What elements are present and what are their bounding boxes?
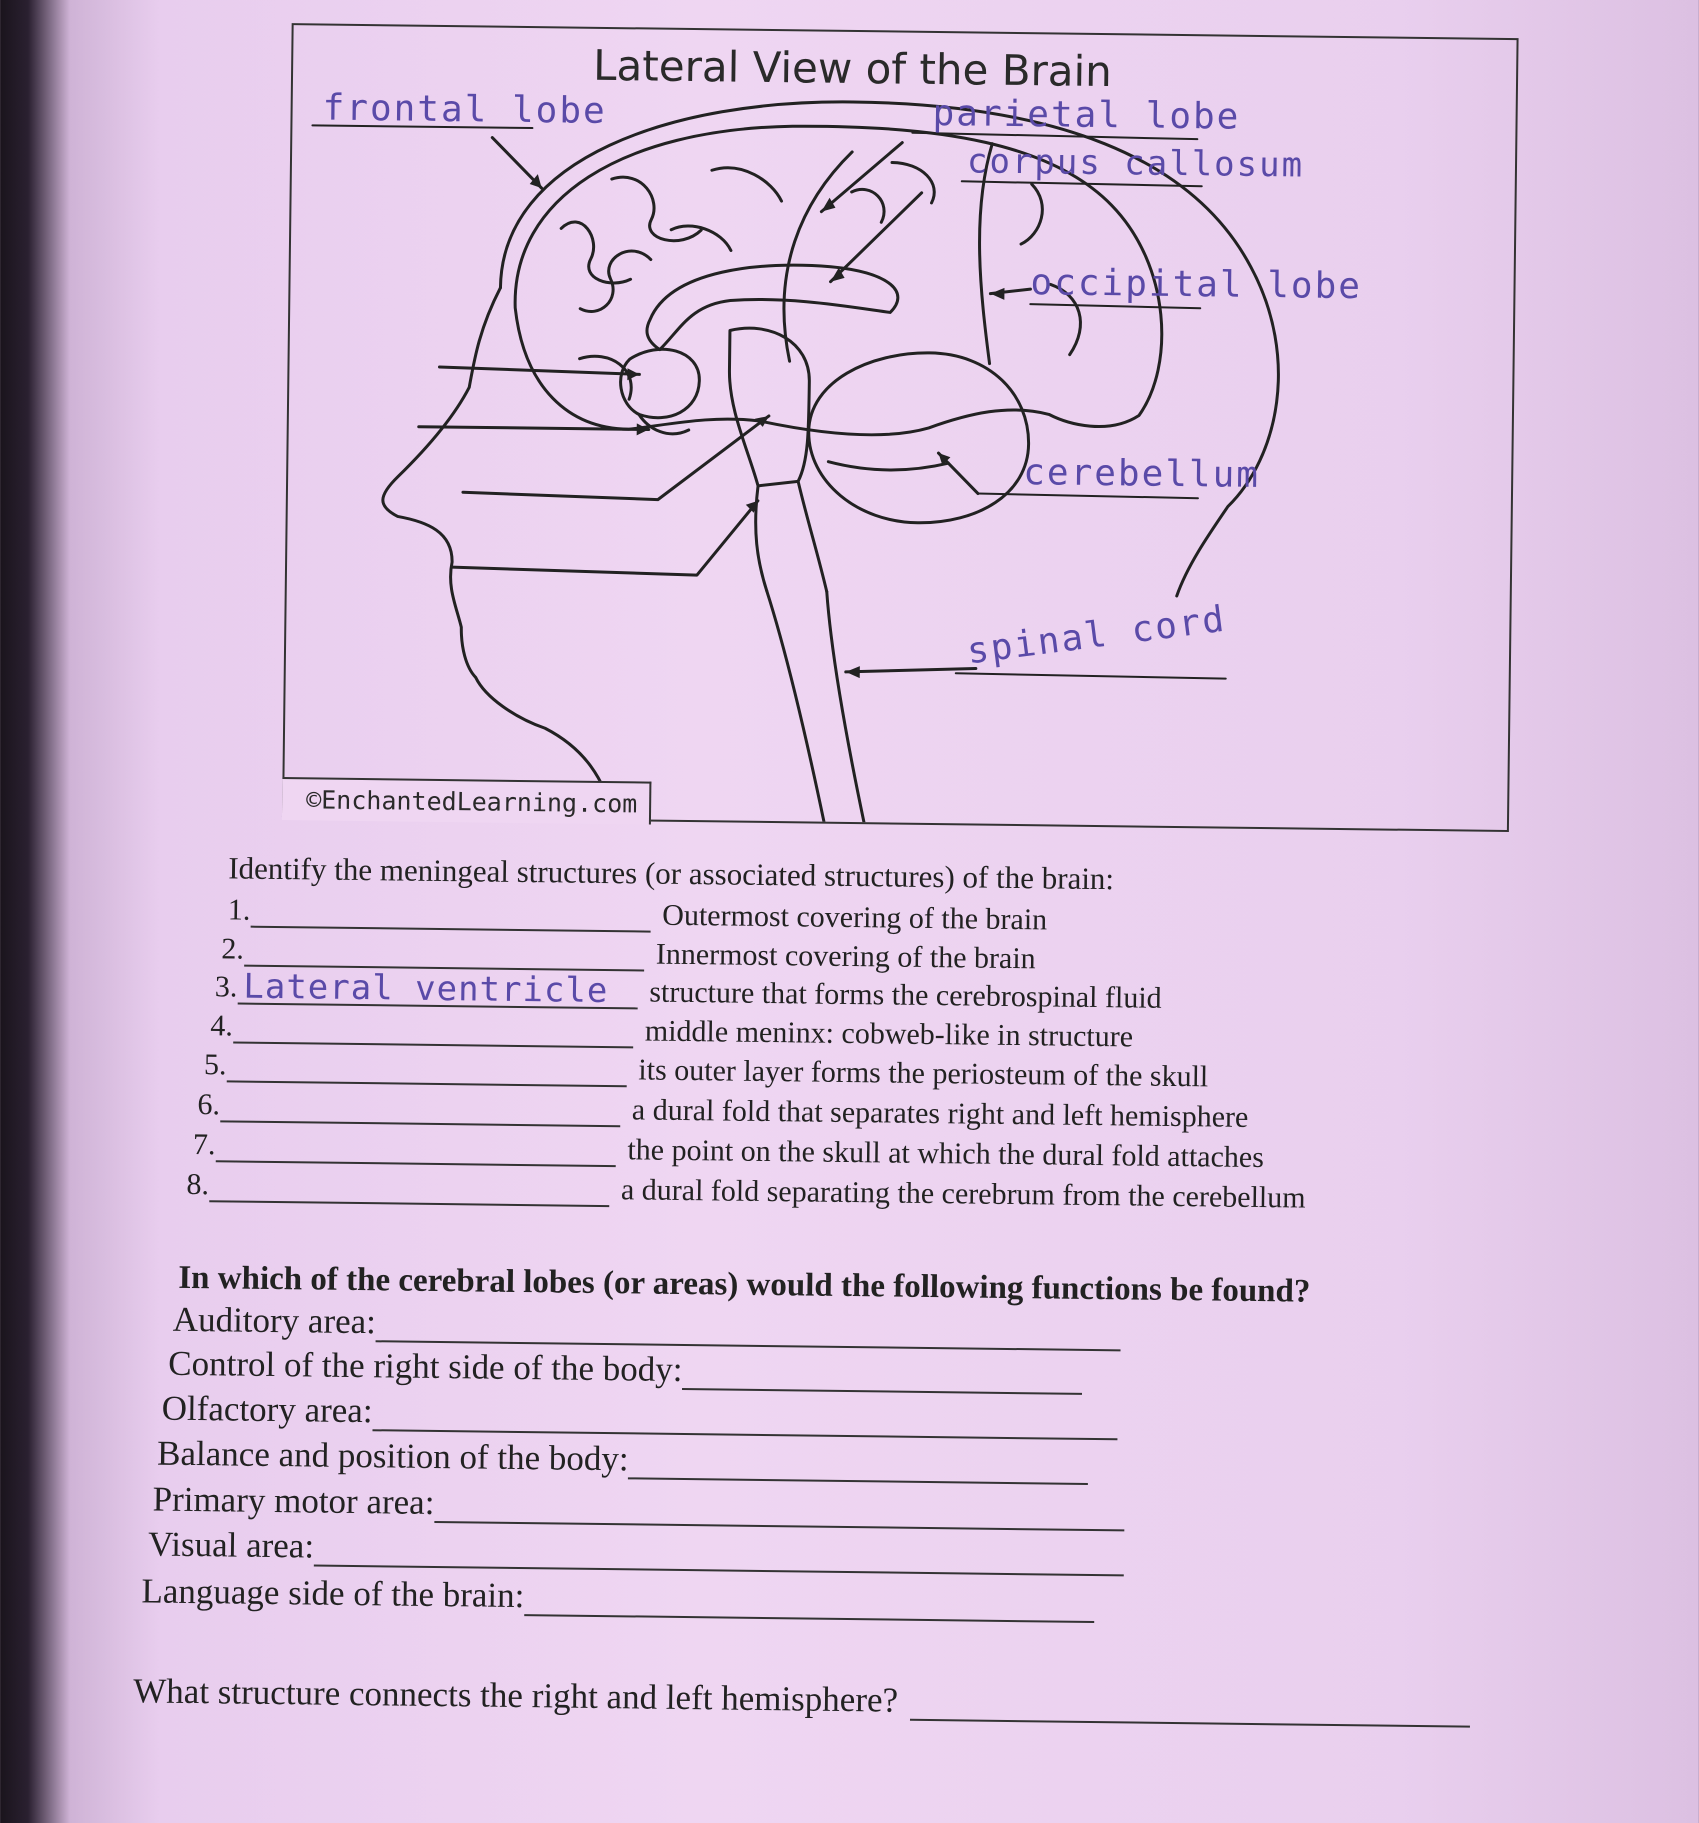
brain-diagram <box>282 23 1519 832</box>
answer-blank[interactable] <box>524 1580 1094 1623</box>
label-cerebellum: cerebellum <box>1022 452 1261 496</box>
item-description: structure that forms the cerebrospinal fluid <box>649 975 1162 1015</box>
item-description: a dural fold separating the cerebrum from the cerebellum <box>620 1173 1306 1215</box>
answer-blank[interactable] <box>910 1685 1470 1728</box>
question-label: Balance and position of the body: <box>156 1433 629 1479</box>
list-item <box>152 1480 1124 1532</box>
list-item <box>141 1571 1094 1623</box>
item-number: 8. <box>186 1167 210 1202</box>
item-number: 7. <box>192 1127 216 1162</box>
brain-illustration <box>284 25 1517 830</box>
answer-blank[interactable] <box>682 1354 1082 1395</box>
question-label: Auditory area: <box>172 1299 377 1342</box>
spinal-cord-outline <box>764 591 827 822</box>
answer-text: Lateral ventricle <box>243 966 609 1012</box>
list-item <box>168 1344 1083 1395</box>
item-description: a dural fold that separates right and left hemisphere <box>631 1093 1249 1134</box>
label-occipital-lobe: occipital lobe <box>1030 262 1363 308</box>
item-number: 2. <box>221 932 245 966</box>
meninges-heading: Identify the meningeal structures (or associated structures) of the brain: <box>228 850 1115 897</box>
label-spinal-cord: spinal cord <box>964 598 1229 673</box>
item-description: Innermost covering of the brain <box>655 937 1036 976</box>
question-label: Visual area: <box>147 1524 315 1566</box>
label-frontal-lobe: frontal lobe <box>322 87 607 132</box>
item-number: 4. <box>210 1009 234 1043</box>
list-item <box>161 1389 1117 1441</box>
question-label: Primary motor area: <box>152 1479 435 1522</box>
question-label: What structure connects the right and left hemisphere? <box>133 1671 899 1720</box>
list-item <box>173 1300 1122 1352</box>
diagram-title: Lateral View of the Brain <box>592 40 1113 97</box>
question-label: Language side of the brain: <box>141 1571 525 1616</box>
answer-blank[interactable] <box>434 1487 1124 1531</box>
question-label: Olfactory area: <box>161 1388 373 1431</box>
answer-blank[interactable] <box>314 1531 1124 1577</box>
answer-blank[interactable] <box>226 1050 626 1087</box>
answer-blank[interactable] <box>372 1395 1117 1440</box>
answer-blank[interactable] <box>220 1090 620 1127</box>
copyright-notice: ©EnchantedLearning.com <box>282 777 652 825</box>
label-parietal-lobe: parietal lobe <box>932 92 1241 138</box>
answer-blank[interactable] <box>628 1443 1088 1485</box>
list-item <box>148 1524 1124 1576</box>
final-question <box>133 1671 1470 1727</box>
answer-blank[interactable] <box>209 1170 609 1207</box>
question-label: Control of the right side of the body: <box>168 1343 683 1389</box>
item-number: 1. <box>227 893 251 927</box>
central-sulcus <box>783 151 852 362</box>
item-description: the point on the skull at which the dural fold attaches <box>627 1133 1265 1175</box>
brainstem <box>728 328 810 487</box>
corpus-callosum <box>647 263 899 352</box>
answer-blank[interactable] <box>376 1306 1121 1351</box>
item-description: middle meninx: cobweb-like in structure <box>644 1014 1134 1054</box>
face-profile <box>379 286 620 819</box>
label-corpus-callosum: corpus callosum <box>966 141 1305 186</box>
lobes-heading: In which of the cerebral lobes (or areas) would the following functions be found? <box>178 1259 1311 1310</box>
item-description: Outermost covering of the brain <box>662 898 1048 937</box>
item-number: 3. <box>214 970 238 1004</box>
item-number: 6. <box>197 1088 221 1122</box>
answer-blank[interactable] <box>215 1130 615 1167</box>
cerebellum-outline <box>808 351 1030 524</box>
list-item <box>157 1434 1089 1485</box>
item-number: 5. <box>203 1048 227 1082</box>
item-description: its outer layer forms the periosteum of the skull <box>638 1053 1209 1094</box>
